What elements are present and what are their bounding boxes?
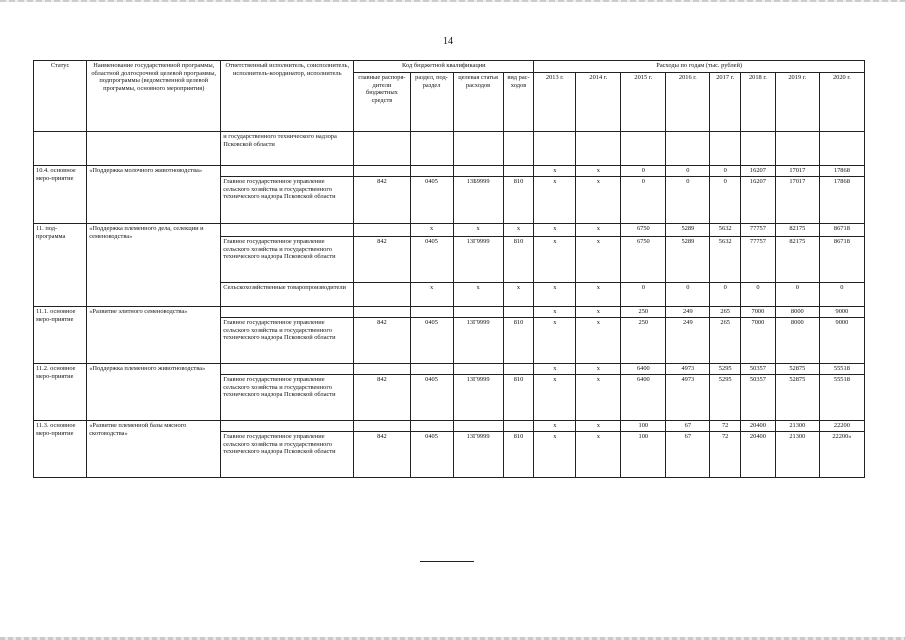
cell-expense-value [534,132,576,166]
cell-status: 11.2. основное меро-приятие [34,364,87,421]
cell-code: x [503,224,534,237]
cell-status: 10.4. основное меро-приятие [34,166,87,224]
cell-expense-value [576,132,621,166]
cell-expense-value: x [534,166,576,177]
cell-name: «Развитие элитного семеноводства» [87,307,221,364]
cell-code: 810 [503,237,534,283]
table-row [34,421,865,432]
cell-code [354,166,410,177]
table-row [34,132,865,166]
cell-expense-value: 249 [666,307,710,318]
cell-expense-value: 20400 [741,432,776,478]
cell-executor: Главное государственное управление сельского хозяйства и государственного технического надзора Псковской области [221,375,354,421]
cell-expense-value: 21300 [775,421,819,432]
cell-expense-value: 6400 [621,364,666,375]
cell-code [503,421,534,432]
cell-executor [221,166,354,177]
cell-expense-value: 17868 [819,166,864,177]
cell-executor: Сельскохозяйственные товаропроизводители [221,283,354,307]
cell-expense-value: 4973 [666,375,710,421]
cell-expense-value [621,132,666,166]
cell-name: «Развитие племенной базы мясного скотоводства» [87,421,221,478]
cell-code [410,421,453,432]
cell-expense-value: 5295 [710,364,741,375]
cell-code [354,364,410,375]
cell-expense-value: 82175 [775,224,819,237]
cell-status: 11. под-программа [34,224,87,307]
cell-code: 0405 [410,177,453,224]
cell-code: 13Г9999 [453,375,503,421]
cell-expense-value: x [534,283,576,307]
cell-expense-value: 52875 [775,364,819,375]
cell-code [410,307,453,318]
end-of-page-rule [420,561,474,562]
cell-expense-value: x [534,421,576,432]
cell-code: x [503,283,534,307]
header-year: 2018 г. [741,73,776,132]
cell-expense-value [710,132,741,166]
header-year: 2015 г. [621,73,666,132]
table-header [34,61,865,132]
cell-expense-value: 6400 [621,375,666,421]
table-row [34,307,865,318]
cell-expense-value: 0 [741,283,776,307]
cell-executor: Главное государственное управление сельского хозяйства и государственного технического надзора Псковской области [221,318,354,364]
table-row [34,364,865,375]
cell-expense-value: x [534,375,576,421]
cell-code: 842 [354,177,410,224]
cell-expense-value: x [576,432,621,478]
cell-name: «Поддержка молочного животноводства» [87,166,221,224]
cell-expense-value: 265 [710,307,741,318]
cell-code: x [453,283,503,307]
cell-expense-value: x [576,177,621,224]
header-year: 2014 г. [576,73,621,132]
cell-code: 13Б9999 [453,177,503,224]
cell-expense-value: 4973 [666,364,710,375]
cell-expense-value: 5289 [666,237,710,283]
cell-expense-value: 5289 [666,224,710,237]
cell-code [453,307,503,318]
cell-expense-value: x [576,318,621,364]
cell-expense-value [775,132,819,166]
cell-expense-value: 0 [666,177,710,224]
cell-expense-value: 9000 [819,318,864,364]
cell-executor [221,224,354,237]
page-number: 14 [443,36,453,47]
cell-expense-value: 0 [666,283,710,307]
cell-code: 0405 [410,432,453,478]
cell-name: «Поддержка племенного животноводства» [87,364,221,421]
budget-table [33,60,865,478]
cell-expense-value: 6750 [621,237,666,283]
cell-expense-value: x [534,237,576,283]
cell-expense-value: 17017 [775,166,819,177]
cell-code: 13Г9999 [453,237,503,283]
cell-expense-value: 52875 [775,375,819,421]
cell-code: 810 [503,318,534,364]
cell-expense-value: 16207 [741,166,776,177]
cell-code [503,132,534,166]
cell-code: 810 [503,177,534,224]
cell-expense-value: x [576,166,621,177]
cell-expense-value: 7000 [741,318,776,364]
table-row [34,166,865,177]
cell-expense-value: x [534,432,576,478]
cell-expense-value: 9000 [819,307,864,318]
cell-code: 0405 [410,237,453,283]
header-budget-code: Код бюджетной квалификации [354,61,534,73]
cell-code: 842 [354,375,410,421]
cell-expense-value: 7000 [741,307,776,318]
cell-executor [221,421,354,432]
cell-expense-value: 100 [621,432,666,478]
cell-expense-value: 0 [819,283,864,307]
cell-expense-value: 86718 [819,237,864,283]
cell-code: 13Г9999 [453,318,503,364]
cell-code: 842 [354,432,410,478]
cell-expense-value: x [534,307,576,318]
cell-expense-value: 86718 [819,224,864,237]
cell-name: «Поддержка племенного дела, селекции и семеноводства» [87,224,221,307]
cell-code [453,132,503,166]
cell-code [503,166,534,177]
cell-expense-value: 50357 [741,375,776,421]
cell-expense-value: x [576,375,621,421]
cell-expense-value: x [576,421,621,432]
cell-expense-value: 250 [621,318,666,364]
cell-expense-value: 0 [621,283,666,307]
cell-status: 11.1. основное меро-приятие [34,307,87,364]
cell-expense-value [666,132,710,166]
cell-code [410,364,453,375]
cell-expense-value: x [576,283,621,307]
header-code-col: целевая статья расходов [453,73,503,132]
cell-code: x [410,283,453,307]
cell-expense-value: x [534,318,576,364]
cell-expense-value: 8000 [775,307,819,318]
cell-executor: Главное государственное управление сельского хозяйства и государственного технического надзора Псковской области [221,237,354,283]
cell-status [34,132,87,166]
cell-expense-value: 22200» [819,432,864,478]
cell-expense-value: 0 [710,166,741,177]
cell-expense-value: 0 [621,177,666,224]
cell-code: 13Г9999 [453,432,503,478]
cell-expense-value: 67 [666,432,710,478]
header-executor: Ответственный исполнитель, соисполнитель, исполнитель-координатор, исполнитель [221,61,354,132]
cell-expense-value: 0 [775,283,819,307]
cell-expense-value: 22200 [819,421,864,432]
cell-code [453,364,503,375]
header-code-col: вид рас-ходов [503,73,534,132]
cell-name [87,132,221,166]
cell-expense-value: x [576,224,621,237]
header-year: 2013 г. [534,73,576,132]
scan-edge-top [0,0,905,2]
cell-expense-value: 72 [710,432,741,478]
cell-executor: Главное государственное управление сельского хозяйства и государственного технического надзора Псковской области [221,177,354,224]
cell-expense-value: x [576,237,621,283]
cell-expense-value: 5632 [710,237,741,283]
cell-status: 11.3. основное меро-приятие [34,421,87,478]
cell-expense-value: 17868 [819,177,864,224]
header-status: Статус [34,61,87,132]
cell-expense-value: 50357 [741,364,776,375]
cell-expense-value: 0 [666,166,710,177]
cell-expense-value: x [576,307,621,318]
header-year: 2020 г. [819,73,864,132]
cell-expense-value: 67 [666,421,710,432]
cell-code: 810 [503,375,534,421]
table-row [34,224,865,237]
cell-code: 842 [354,237,410,283]
cell-expense-value: 100 [621,421,666,432]
cell-expense-value: 17017 [775,177,819,224]
cell-code [410,166,453,177]
cell-expense-value: 82175 [775,237,819,283]
cell-expense-value: 6750 [621,224,666,237]
cell-expense-value: 250 [621,307,666,318]
cell-executor: и государственного технического надзора Псковской области [221,132,354,166]
cell-code [354,307,410,318]
cell-code [453,166,503,177]
cell-expense-value: 77757 [741,237,776,283]
cell-code [410,132,453,166]
cell-expense-value [741,132,776,166]
cell-expense-value: 5295 [710,375,741,421]
header-code-col: раздел, под-раздел [410,73,453,132]
cell-expense-value: 0 [710,283,741,307]
cell-expense-value: 5632 [710,224,741,237]
cell-code: 842 [354,318,410,364]
cell-code [503,364,534,375]
cell-expense-value: x [534,177,576,224]
cell-expense-value: 55518 [819,364,864,375]
cell-code: x [410,224,453,237]
cell-code [503,307,534,318]
cell-code [354,132,410,166]
cell-expense-value: 0 [710,177,741,224]
cell-expense-value: x [534,364,576,375]
header-year: 2019 г. [775,73,819,132]
cell-expense-value: 77757 [741,224,776,237]
cell-code: 0405 [410,375,453,421]
cell-code [354,224,410,237]
cell-expense-value: 8000 [775,318,819,364]
cell-expense-value: 55518 [819,375,864,421]
cell-expense-value: 249 [666,318,710,364]
cell-code: 810 [503,432,534,478]
cell-expense-value: 20400 [741,421,776,432]
cell-code: 0405 [410,318,453,364]
header-year: 2017 г. [710,73,741,132]
cell-executor [221,364,354,375]
cell-expense-value: 72 [710,421,741,432]
cell-expense-value: 16207 [741,177,776,224]
cell-expense-value: 0 [621,166,666,177]
header-expenses: Расходы по годам (тыс. рублей) [534,61,865,73]
cell-expense-value: 21300 [775,432,819,478]
cell-executor [221,307,354,318]
cell-expense-value: 265 [710,318,741,364]
table-body [34,132,865,478]
header-name: Наименование государственной программы, областной долгосрочной целевой программы, подпрограммы (ведомственной целевой программы, основного мероприятия) [87,61,221,132]
cell-code [354,421,410,432]
header-year: 2016 г. [666,73,710,132]
cell-code [453,421,503,432]
cell-code [354,283,410,307]
cell-expense-value: x [576,364,621,375]
cell-code: x [453,224,503,237]
header-code-col: главные распоря-дители бюджетных средств [354,73,410,132]
cell-expense-value: x [534,224,576,237]
cell-expense-value [819,132,864,166]
cell-executor: Главное государственное управление сельского хозяйства и государственного технического надзора Псковской области [221,432,354,478]
